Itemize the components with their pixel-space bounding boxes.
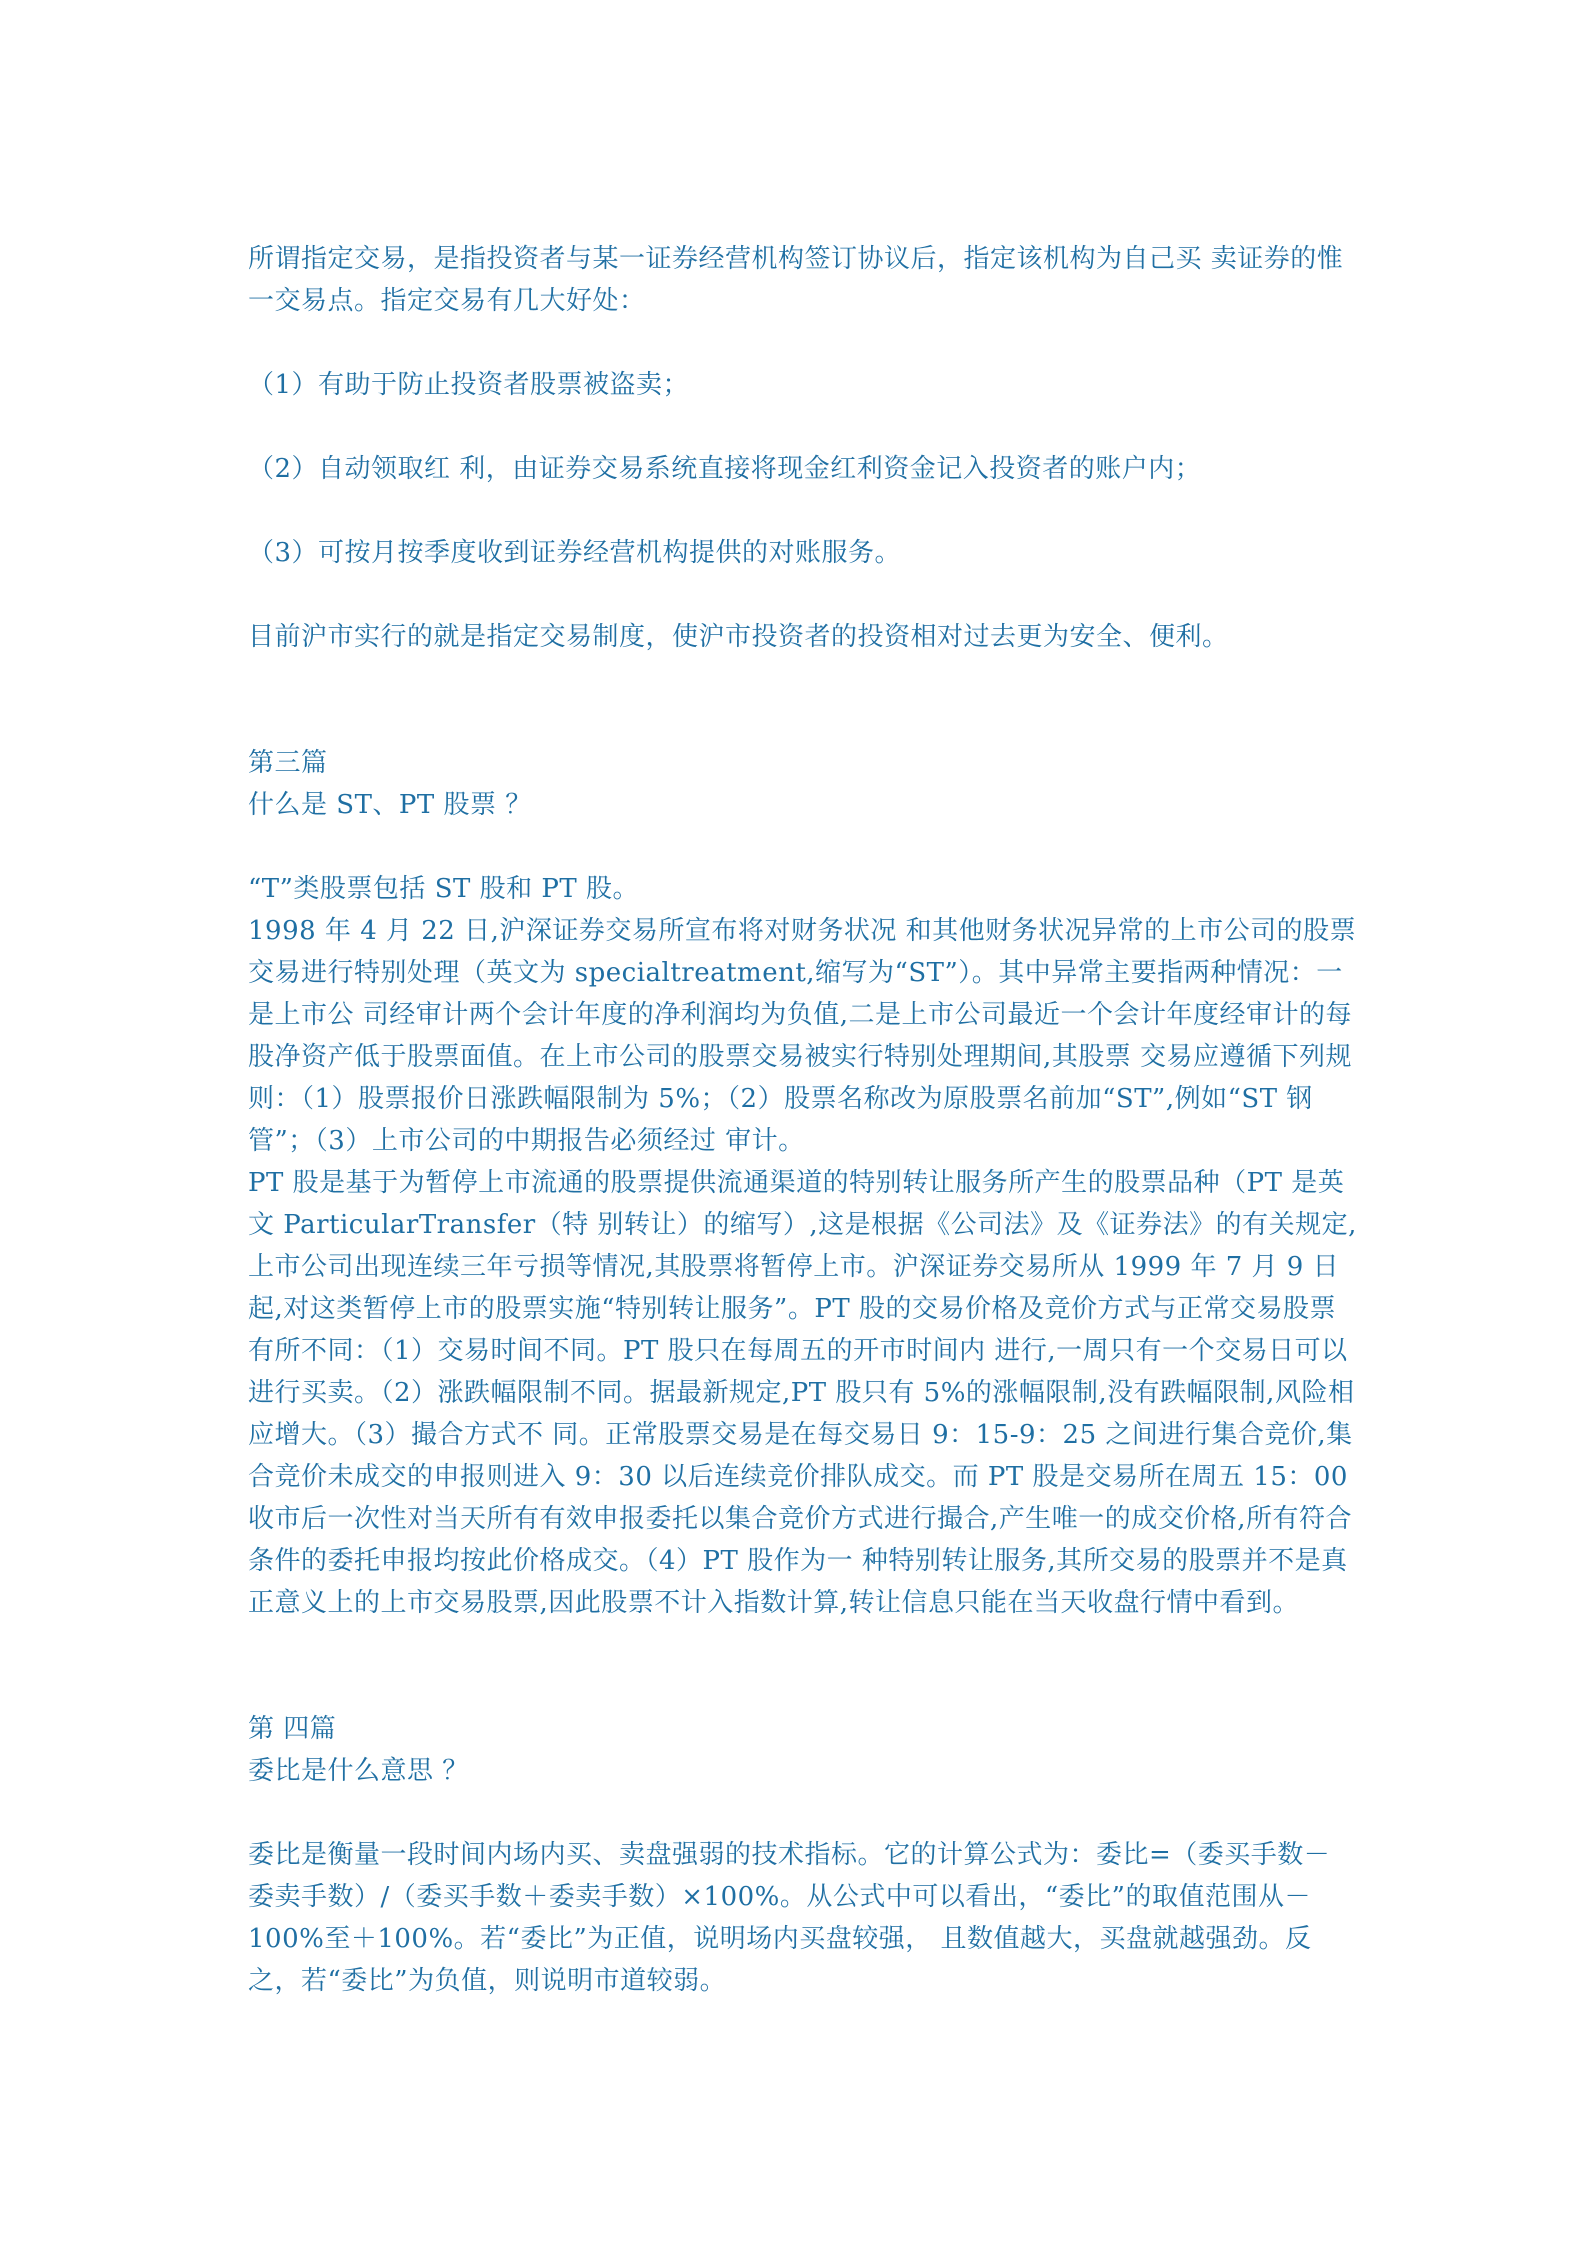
section4-paragraph-1: 委比是衡量一段时间内场内买、卖盘强弱的技术指标。它的计算公式为：委比=（委买手数－ 委卖手数）/（委买手数＋委卖手数）×100%。从公式中可以看出，“委比”的取值范围从－100%至＋100%。若“委比”为正值，说明场内买盘较强， 且数值越大，买盘就越强劲。反之，若“委比”为负值，则说明市道较弱。 xyxy=(248,1840,1331,1996)
benefit-item-1: （1）有助于防止投资者股票被盗卖； xyxy=(248,370,690,400)
section3-title: 什么是 ST、PT 股票 ？ xyxy=(248,790,532,820)
section4-body xyxy=(248,1834,1360,2002)
section4-label: 第 四篇 xyxy=(248,1714,337,1744)
section4-title: 委比是什么意思 ？ xyxy=(248,1756,469,1786)
document-content xyxy=(248,238,1360,2002)
intro-paragraph: 所谓指定交易，是指投资者与某一证券经营机构签订协议后，指定该机构为自己买 卖证券的惟一交易点。指定交易有几大好处： xyxy=(248,244,1344,316)
section3-paragraph-3: PT 股是基于为暂停上市流通的股票提供流通渠道的特别转让服务所产生的股票品种（PT 是英文 ParticularTransfer（特 别转让）的缩写）,这是根据《公司法》及《证券法》的有关规定,上市公司出现连续三年亏损等情况,其股票将暂停上市。沪深证券交易所从 1999 年 7 月 9 日 起,对这类暂停上市的股票实施“特别转让服务”。PT 股的交易价格及竞价方式与正常交易股票有所不同：（1）交易时间不同。PT 股只在每周五的开市时间内 进行,一周只有一个交易日可以进行买卖。（2）涨跌幅限制不同。据最新规定,PT 股只有 5%的涨幅限制,没有跌幅限制,风险相应增大。（3）撮合方式不 同。正常股票交易是在每交易日 9：15-9：25 之间进行集合竞价,集合竞价未成交的申报则进入 9：30 以后连续竞价排队成交。而 PT 股是交易所在周五 15：00 收市后一次性对当天所有有效申报委托以集合竞价方式进行撮合,产生唯一的成交价格,所有符合条件的委托申报均按此价格成交。（4）PT 股作为一 种特别转让服务,其所交易的股票并不是真正意义上的上市交易股票,因此股票不计入指数计算,转让信息只能在当天收盘行情中看到。 xyxy=(248,1168,1357,1618)
section4-header xyxy=(248,1708,1360,1792)
benefit-item-3: （3）可按月按季度收到证券经营机构提供的对账服务。 xyxy=(248,538,902,568)
section3-paragraph-1: “T”类股票包括 ST 股和 PT 股。 xyxy=(248,874,639,904)
section3-paragraph-2: 1998 年 4 月 22 日,沪深证券交易所宣布将对财务状况 和其他财务状况异常的上市公司的股票交易进行特别处理（英文为 specialtreatment,缩写为“ST”）。其中异常主要指两种情况：一是上市公 司经审计两个会计年度的净利润均为负值,二是上市公司最近一个会计年度经审计的每股净资产低于股票面值。在上市公司的股票交易被实行特别处理期间,其股票 交易应遵循下列规则：（1）股票报价日涨跌幅限制为 5%；（2）股票名称改为原股票名前加“ST”,例如“ST 钢管”；（3）上市公司的中期报告必须经过 审计。 xyxy=(248,916,1357,1156)
intro-conclusion: 目前沪市实行的就是指定交易制度，使沪市投资者的投资相对过去更为安全、便利。 xyxy=(248,622,1229,652)
section3-header xyxy=(248,742,1360,826)
intro-section xyxy=(248,238,1360,658)
benefit-item-2: （2）自动领取红 利，由证券交易系统直接将现金红利资金记入投资者的账户内； xyxy=(248,454,1202,484)
section3-body xyxy=(248,868,1360,1624)
section3-label: 第三篇 xyxy=(248,748,328,778)
